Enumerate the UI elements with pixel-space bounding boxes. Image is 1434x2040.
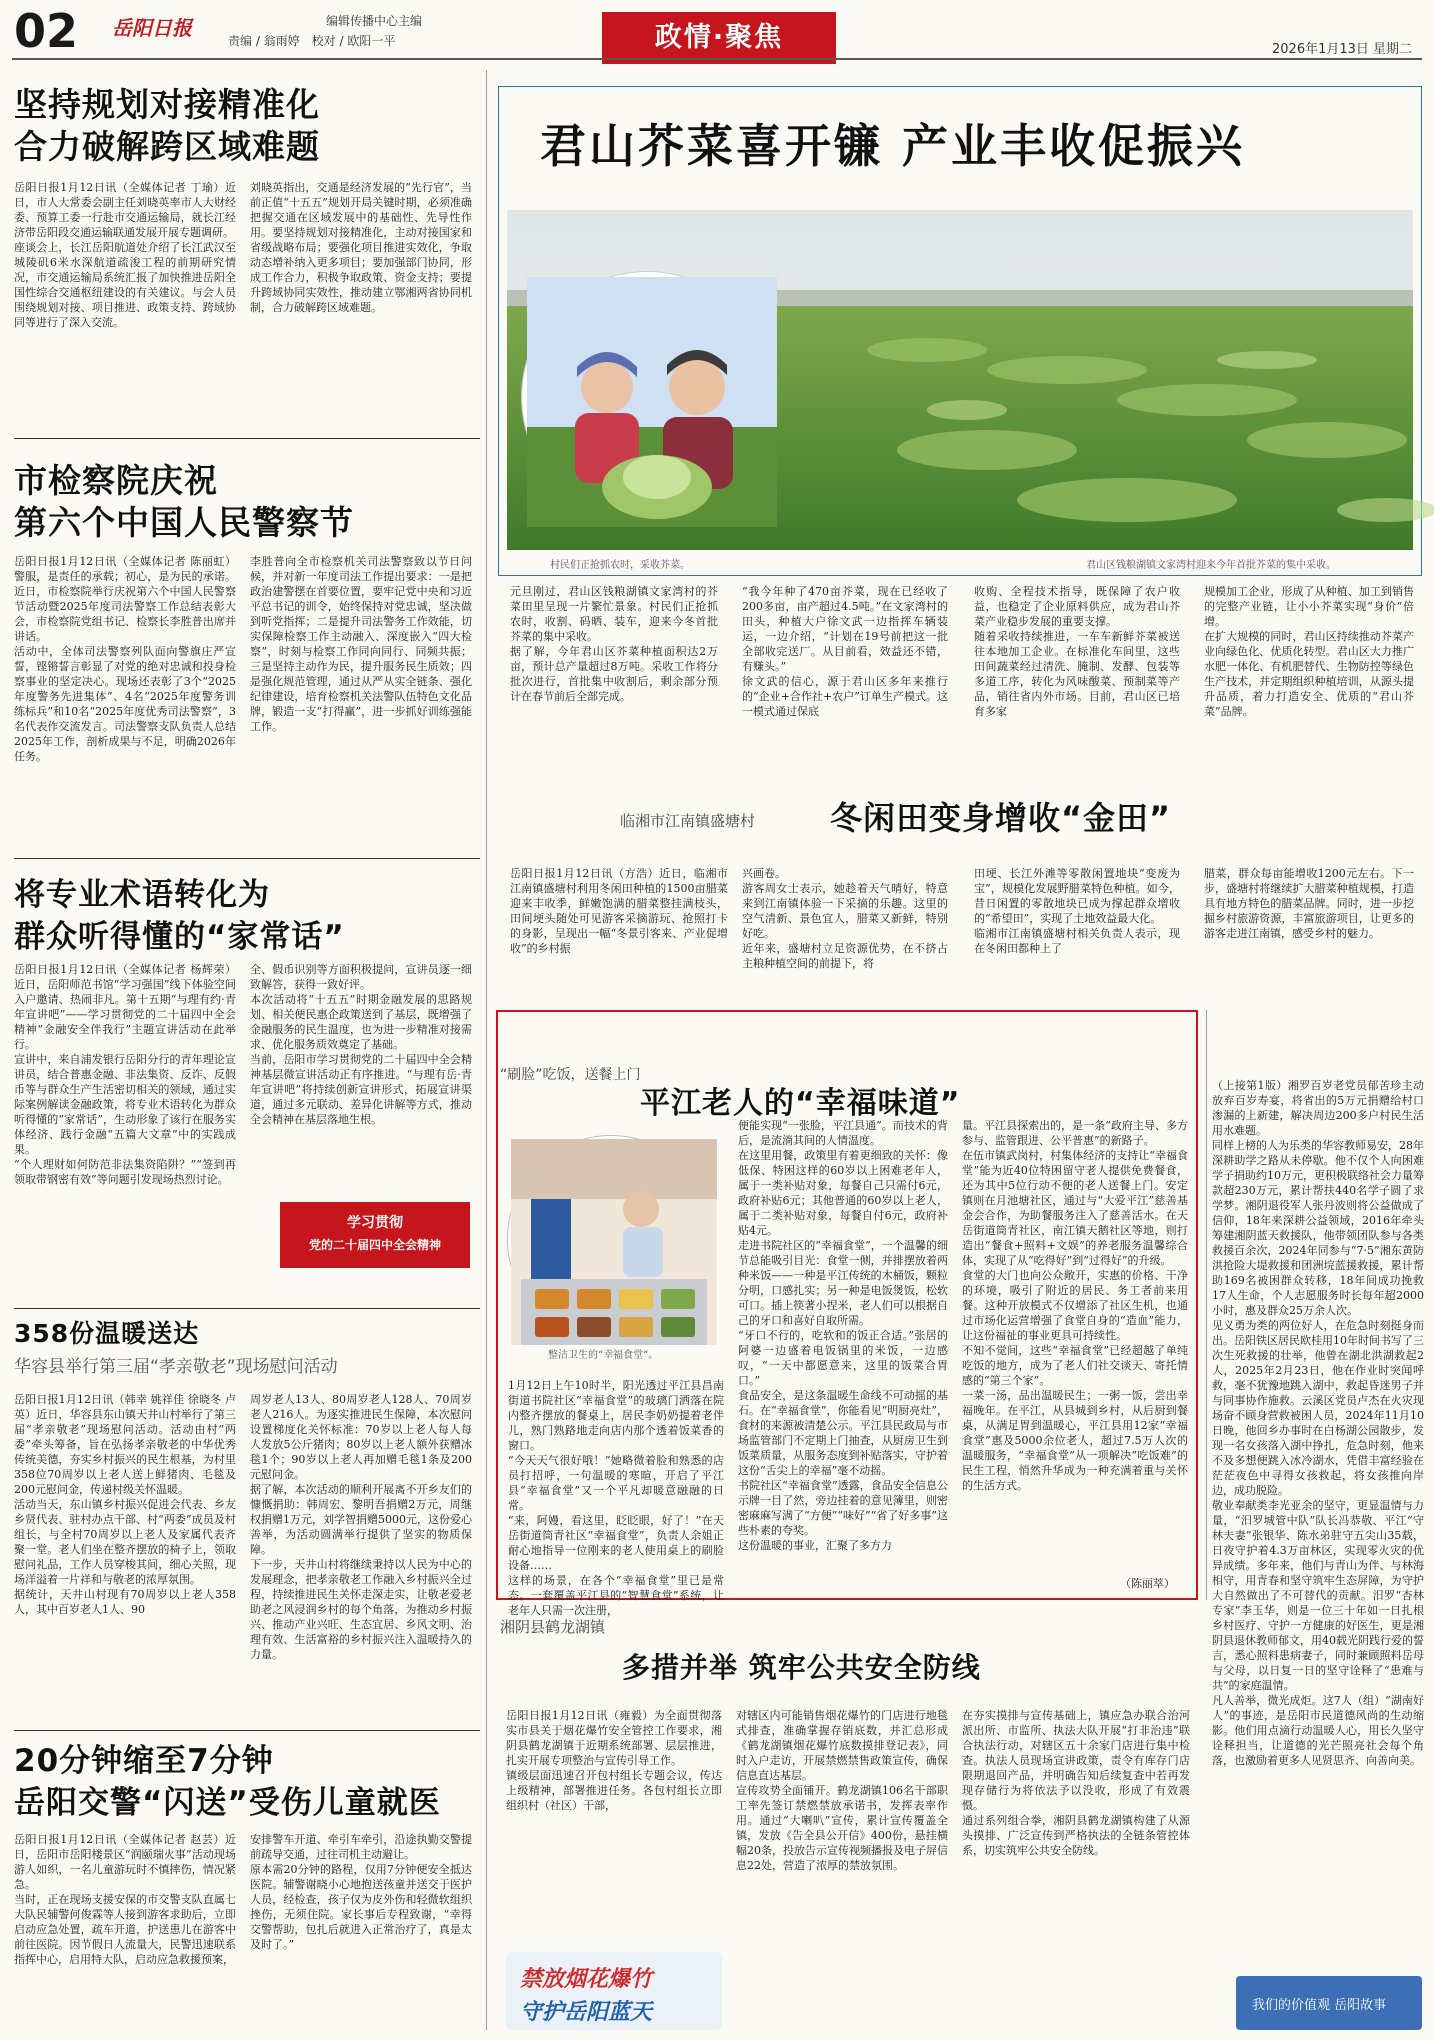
- feature-kicker: “刷脸”吃饭，送餐上门: [500, 1067, 641, 1083]
- farmers-illustration: [527, 277, 777, 527]
- headline-warmth: 358份温暖送达: [14, 1319, 200, 1348]
- lead-caption-right: 君山区钱粮湖镇文家湾村迎来今年首批芥菜的集中采收。: [1086, 560, 1336, 571]
- masthead-rule: [12, 58, 1422, 60]
- winter-body-col3: 田埂、长江外滩等零散闲置地块“变废为宝”，规模化发展野腊菜特色种植。如今，昔日闲置的零散地块已成为撑起群众增收的“希望田”，实现了土地效益最大化。 临湘市江南镇盛塘村相关负责人表示，现在冬闲田都种上了: [974, 867, 1180, 955]
- winter-body-col4: 腊菜，群众每亩能增收1200元左右。下一步，盛塘村将继续扩大腊菜种植规模，打造具有地方特色的腊菜品牌。同时，进一步挖掘乡村旅游资源，丰富旅游项目，让更多的游客走进江南镇，感受乡村的魅力。: [1204, 867, 1414, 940]
- subheadline-warmth: 华容县举行第三届“孝亲敬老”现场慰问活动: [14, 1357, 338, 1377]
- safety-kicker: 湘阴县鹤龙湖镇: [500, 1618, 606, 1636]
- winter-body-col1: 岳阳日报1月12日讯（方浩）近日，临湘市江南镇盛塘村利用冬闲田种植的1500亩腊菜迎来丰收季，鲜嫩饱满的腊菜整挂满枝头，田间埂头随处可见游客采摘游玩、抢照打卡的身影，呈现出一幅“冬景引客来、产业促增收”的乡村振: [510, 867, 728, 955]
- divider: [14, 1730, 480, 1731]
- issue-date: 2026年1月13日 星期二: [1272, 42, 1413, 57]
- headline-line: 市检察院庆祝: [14, 461, 218, 500]
- values-tag-text: 我们的价值观 岳阳故事: [1252, 1998, 1387, 2013]
- winter-headline: 冬闲田变身增收“金田”: [830, 799, 1172, 837]
- body-warmth-col1: 岳阳日报1月12日讯（韩幸 姚祥佳 徐晓冬 卢英）近日，华容县东山镇天井山村举行了第三届“孝亲敬老”现场慰问活动。活动由村“两委”牵头筹备，旨在弘扬孝亲敬老的中华优秀传统美德，夯实乡村振兴的民生根基，为村里358位70周岁以上老人送上鲜猪肉、毛毯及200元慰问金，传递村级关怀温暖。 活动当天，东山镇乡村振兴促进会代表、乡友乡贤代表、驻村办点干部、村“两委”成员及村组长，与全村70周岁以上老人及家属代表齐聚一堂。老人们坐在整齐摆放的椅子上，领取慰问礼品，工作人员穿梭其间，细心关照，现场洋溢着一片祥和与敬老的浓厚氛围。 据统计，天井山村现有70周岁以上老人358人，其中百岁老人1人、90: [14, 1393, 236, 1616]
- badge-line: 学习贯彻: [347, 1215, 403, 1231]
- body-injured-col1: 岳阳日报1月12日讯（全媒体记者 赵芸）近日，岳阳市岳阳楼景区“润颐瑞火事”活动现场游人如织，一名儿童游玩时不慎摔伤，情况紧急。 当时，正在现场支援安保的市交警支队直属七大队民辅警何俊霖等人接到游客求助后，立即启动应急处置，疏车开道，护送患儿在游客中前往医院。因节假日人流量大，民警迅速联系指挥中心，启用特大队，启动应急救援预案，: [14, 1833, 236, 1966]
- headline-injured: [14, 1740, 480, 1824]
- winter-kicker: 临湘市江南镇盛塘村: [620, 812, 756, 830]
- headline-line: 岳阳交警“闪送”受伤儿童就医: [14, 1785, 441, 1821]
- lead-caption-left: 村民们正抢抓农时，采收芥菜。: [550, 560, 690, 571]
- headline-line: 将专业术语转化为: [14, 877, 270, 913]
- fireworks-banner: [506, 1952, 722, 2030]
- feature-body-col1: 1月12日上午10时半，阳光透过平江县昌南街道书院社区“幸福食堂”的玻璃门洒落在院内整齐摆放的餐桌上，居民李奶奶提着老伴儿，熟门熟路地走向店内那个透着饭菜香的窗口。 “今天天气很好哦！”她略微着脸和熟悉的店员打招呼，一句温暖的寒暄，开启了平江县“幸福食堂”又一个平凡却暖意融融的日常。 “来，阿嫚，看这里，眨眨眼，好了！”在天岳街道筒青社区“幸福食堂”，负责人余姐正耐心地指导一位刚来的老人使用桌上的刷脸设备…… 这样的场景，在各个“幸福食堂”里已是常态。一套覆盖平江县的“智慧食堂”系统，让老年人只需一次注册，: [508, 1379, 724, 1617]
- safety-headline: 多措并举 筑牢公共安全防线: [622, 1651, 981, 1684]
- column-divider: [486, 70, 487, 2030]
- divider: [14, 858, 480, 859]
- lead-body-col4: 规模加工企业，形成了从种植、加工到销售的完整产业链，让小小芥菜实现“身价”倍增。 在扩大规模的同时，君山区持续推动芥菜产业向绿色化、优质化转型。君山区大力推广水肥一体化、有机肥替代、生物防控等绿色生产技术，并定期组织种植培训，从源头提升品质，着力打造安全、优质的“君山芥菜”品牌。: [1204, 585, 1414, 718]
- headline-line: 20分钟缩至7分钟: [14, 1743, 274, 1779]
- body-police-col1: 岳阳日报1月12日讯（全媒体记者 陈丽虹）警服，是责任的承载；初心，是为民的承诺。近日，市检察院举行庆祝第六个中国人民警察节活动暨2025年度司法警察工作总结表彰大会，市检察院党组书记、检察长李胜普出席并讲话。 活动中，全体司法警察列队面向警旗庄严宣誓，铿锵誓言彰显了对党的绝对忠诚和投身检察事业的坚定决心。现场还表彰了3个“2025年度警务先进集体”、4名“2025年度警务训练标兵”和10名“2025年度优秀司法警察”，3名代表作交流发言。司法警察支队负责人总结2025年工作，剖析成果与不足，明确2026年任务。: [14, 555, 236, 763]
- column-divider: [1206, 1010, 1207, 1600]
- body-warmth-col2: 周岁老人13人、80周岁老人128人、70周岁老人216人。为逐实推进民生保障，本次慰问设置梯度化关怀标准：70岁以上老人每人每人发放5公斤猪肉；80岁以上老人额外获赠冰毯1个；90岁以上老人再加赠毛毯1条及200元慰问金。 据了解，本次活动的顺利开展离不开乡友们的慷慨捐助：韩周宏、黎明吾捐赠2万元，周继权捐赠1万元，刘学智捐赠5000元，这份爱心善举，为活动圆满举行提供了坚实的物质保障。 下一步，天井山村将继续秉持以人民为中心的发展理念，把孝亲敬老工作融入乡村振兴全过程，持续推进民生关怀走深走实，让敬老爱老助老之风浸润乡村的每个角落，为推动乡村振兴、推动产业兴旺、生态宜居、乡风文明、治理有效、生活富裕的乡村振兴注入温暖持久的力量。: [250, 1393, 472, 1661]
- winter-body-col2: 兴画卷。 游客周女士表示，她趁着天气晴好，特意来到江南镇体验一下采摘的乐趣。这里的空气清新、景色宜人，腊菜又新鲜，特别好吃。 近年来，盛塘村立足资源优势，在不挤占主粮种植空间的前提下，将: [742, 867, 948, 970]
- headline-police: [14, 460, 480, 544]
- lead-headline: 君山芥菜喜开镰 产业丰收促振兴: [540, 119, 1246, 173]
- body-guidance-col2: 刘晓英指出，交通是经济发展的“先行官”，当前正值“十五五”规划开局关键时期，必须准确把握交通在区域发展中的基础性、先导性作用。要坚持规划对接精准化，主动对接国家和省级战略布局；要强化项目推进实效化，争取动态增补纳入更多项目；要加强部门协同，形成工作合力，积极争取政策、资金支持；要提升跨域协同实效性，推动建立鄂湘两省协同机制，合力破解跨区域难题。: [250, 181, 472, 314]
- divider: [14, 1308, 480, 1309]
- feature-photo: [508, 1136, 714, 1342]
- page-number: 02: [14, 4, 79, 58]
- lead-body-col2: 元旦刚过，君山区钱粮湖镇文家湾村的芥菜田里呈现一片繁忙景象。村民们正抢抓农时，收割、码晒、装车，迎来今冬首批芥菜的集中采收。 据了解，今年君山区芥菜种植面积达2万亩，预计总产量超过8万吨。采收工作将分批次进行，首批集中收割后，剩余部分预计在春节前后全部完成。: [510, 585, 718, 703]
- body-police-col2: 李胜普向全市检察机关司法警察致以节日问候，并对新一年度司法工作提出要求：一是把政治建警摆在首要位置，要牢记党中央和习近平总书记的训令，始终保持对党忠诚，坚决做到听党指挥；二是提升司法警务工作效能，切实保障检察工作主动融入、深度嵌入“四大检察”，时刻与检察工作同向同行、同频共振；三是坚持主动作为民，提升服务民生质效；四是强化规范管理，通过从严从实全链条、强化纪律建设，培育检察机关法警队伍特色文化品牌，锻造一支“打得赢”，进一步抓好训练强能工作。: [250, 555, 472, 733]
- study-badge: [280, 1202, 470, 1268]
- headline-line: 群众听得懂的“家常话”: [14, 919, 345, 955]
- headline-line: 第六个中国人民警察节: [14, 503, 354, 542]
- badge-line: 党的二十届四中全会精神: [308, 1238, 441, 1252]
- canteen-illustration: [511, 1139, 717, 1345]
- feature-body-col2: 便能实现“一张脸，平江县通”。而技术的背后，是流淌其间的人情温度。 在这里用餐，政策里有着更细致的关怀：像低保、特困这样的60岁以上困难老年人，属于一类补贴对象，每餐自己只需付6元，政府补贴6元；其他普通的60岁以上老人，属于二类补贴对象，每餐自付6元，政府补贴4元。 走进书院社区的“幸福食堂”，一个温馨的细节总能吸引目光：食堂一侧，并排摆放着两种米饭——一种是平江传统的木桶饭，颗粒分明，口感扎实；另一种是电饭煲饭，松软可口。插上筷著小捏米，老人们可以根据自己的牙口和喜好自取所需。 “牙口不行的，吃软和的饭正合适。”张居的阿婆一边盛着电饭锅里的米饭，一边感叹，“一天中都愿意来，这里的饭菜合胃口。” 食品安全，是这条温暖生命线不可动摇的基石。在“幸福食堂”，你能看见“明厨亮灶”，食材的来源被清楚公示。平江县民政局与市场监管部门不定期上门抽查，从厨房卫生到饭菜质量，从服务态度到补贴落实，守护着这份“舌尖上的幸福”毫不动摇。 书院社区“幸福食堂”透露，食品安全信息公示牌一目了然，旁边挂着的意见簿里，则密密麻麻写满了“方便”“味好”“省了好多事”这些朴素的夸奖。 这份温暖的事业，汇聚了多方力: [738, 1119, 948, 1552]
- headline-guidance: [14, 84, 480, 168]
- body-terms-col1: 岳阳日报1月12日讯（全媒体记者 杨辉荣）近日，岳阳师范书馆“学习强国”线下体验空间入户邀请、热闹非凡。第十五期“与理有约·青年宣讲吧”——学习贯彻党的二十届四中全会精神“金融安全伴我行”主题宣讲活动在此举行。 宣讲中，来自浦发银行岳阳分行的青年理论宣讲员，结合普惠金融、非法集资、反诈、反假币等与群众生产生活密切相关的领域，通过实际案例解读金融政策，将专业术语转化为群众听得懂的“家常话”，生动形象了该行在服务实体经济、践行金融“五篇大文章”中的实践成果。 “个人理财如何防范非法集资陷阱？”“签到再领取带钢密有效”等问题引发现场热烈讨论。: [14, 963, 236, 1186]
- banner-line: 禁放烟花爆竹: [520, 1967, 653, 1992]
- safety-body-col2: 对辖区内可能销售烟花爆竹的门店进行地毯式排查，准确掌握存销底数，并汇总形成《鹤龙湖镇烟花爆竹底数摸排登记表》，同时入户走访，开展禁燃禁售政策宣传，确保信息直达基层。 宣传攻势全面铺开。鹤龙湖镇106名干部职工率先签订禁燃禁放承诺书，发挥表率作用。通过“大喇叭”宣传，累计宣传覆盖全镇，发放《告全县公开信》400份，悬挂横幅20条，投放告示宣传视频播报及电子屏信息22处，营造了浓厚的禁放氛围。: [736, 1709, 948, 1872]
- feature-headline: 平江老人的“幸福味道”: [640, 1086, 961, 1121]
- body-guidance-col1: 岳阳日报1月12日讯（全媒体记者 丁瑜）近日，市人大常委会副主任刘晓英率市人大财经委、预算工委一行赴市交通运输局，就长江经济带岳阳段交通运输联通发展开展专题调研。 座谈会上，长江岳阳航道处介绍了长江武汉至城陵矶6米水深航道疏浚工程的前期研究情况，市交通运输局系统汇报了加快推进岳阳全国性综合交通枢纽建设的有关建议。与会人员围绕规划对接、项目推进、政策支持、跨域协同等进行了深入交流。: [14, 181, 236, 329]
- section-title: 政情·聚焦: [602, 12, 836, 64]
- lead-body-col1: “我今年种了470亩芥菜，现在已经收了200多亩，亩产超过4.5吨。”在文家湾村的田头，种植大户徐文武一边指挥车辆装运，一边介绍，“计划在19号前把这一批全部收完送厂。从目前看，效益还不错，有赚头。” 徐文武的信心，源于君山区多年来推行的“企业+合作社+农户”订单生产模式。这一模式通过保底: [742, 585, 948, 718]
- safety-body-col3: 在夯实摸排与宣传基础上，镇应急办联合治河派出所、市监所、执法大队开展“打非治违”联合执法行动，对辖区五十余家门店进行集中检查。执法人员现场宣讲政策，责令有库存门店限期退回产品，并明确告知后续复查中若再发现存储行为将依法予以没收，形成了有效震慑。 通过系列组合拳，湘阴县鹤龙湖镇构建了从源头摸排、广泛宣传到严格执法的全链条管控体系，切实筑牢公共安全防线。: [962, 1709, 1190, 1857]
- editors-line: 责编 / 翁雨婷 校对 / 欧阳一平: [228, 34, 396, 48]
- paper-logo: 岳阳日报: [112, 16, 192, 40]
- banner-line: 守护岳阳蓝天: [520, 2000, 653, 2025]
- values-tag: [1236, 1976, 1422, 2030]
- feature-caption: 整洁卫生的“幸福食堂”。: [548, 1350, 659, 1361]
- lead-body-col3: 收购、全程技术指导，既保障了农户收益，也稳定了企业原料供应，成为君山芥菜产业稳步发展的重要支撑。 随着采收持续推进，一车车新鲜芥菜被送往本地加工企业。在标准化车间里，这些田间蔬菜经过清洗、腌制、发酵、包装等多道工序，转化为风味酸菜、预制菜等产品，销往省内外市场。目前，君山区已培育多家: [974, 585, 1180, 718]
- feature-body-col3: 量。平江县探索出的，是一条“政府主导、多方参与、监管跟进、公平普惠”的新路子。 在伍市镇武岗村，村集体经济的支持让“幸福食堂”能为近40位特困留守老人提供免费餐食，还为其中5位行动不便的老人送餐上门。安定镇则在月池塘社区，通过与“大爱平江”慈善基金会合作，为助餐服务注入了慈善活水。在天岳街道筒青社区，南江镇天鹅社区等地，则打造出“餐食+照料+文娱”的养老服务温馨综合体，实现了从“吃得好”到“过得好”的升级。 食堂的大门也向公众敞开，实惠的价格、干净的环境，吸引了附近的居民、务工者前来用餐。这种开放模式不仅增添了社区生机，也通过市场化运营增强了食堂自身的“造血”能力，让这份福祉的事业更具可持续性。 不知不觉间，这些“幸福食堂”已经超越了单纯吃饭的地方，成为了老人们社交谈天、寄托情感的“第三个家”。 一菜一汤，品出温暖民生；一粥一饭，尝出幸福晚年。在平江，从县城到乡村，从后厨到餐桌，从满足胃到温暖心，平江县用12家“幸福食堂”惠及5000余位老人，超过7.5万人次的温暖服务，“幸福食堂”从一项解决“吃饭难”的民生工程，悄然升华成为一种充满着重与关怀的生活方式。: [962, 1119, 1188, 1492]
- headline-terms: [14, 874, 480, 958]
- body-terms-col2: 全、假币识别等方面积极提问，宣讲员逐一细致解答，获得一致好评。 本次活动将“十五五”时期金融发展的思路规划、相关便民惠企政策送到了基层，既增强了金融服务的民生温度，也为进一步精准对接需求、优化服务质效奠定了基础。 当前，岳阳市学习贯彻党的二十届四中全会精神基层微宣讲活动正有序推进。“与理有岳·青年宣讲吧”将持续创新宣讲形式，拓展宣讲渠道，通过多元联动、差异化讲解等方式，推动全会精神在基层落地生根。: [250, 963, 472, 1126]
- editor-center: 编辑传播中心主编: [326, 14, 423, 28]
- feature-byline: （陈丽萃）: [1120, 1577, 1175, 1590]
- headline-line: 坚持规划对接精准化: [14, 85, 320, 124]
- body-injured-col2: 安排警车开道、牵引车牵引，沿途执勤交警提前疏导交通，过往司机主动避让。 原本需20分钟的路程，仅用7分钟便安全抵达医院。辅警谢晓小心地抱送孩童并送交于医护人员，经检查，孩子仅为皮外伤和轻微软组织挫伤，无须住院。家长事后专程致谢，“幸得交警帮助，包扎后就进入正常治疗了，真是太及时了。”: [250, 1833, 472, 1951]
- divider: [14, 438, 480, 439]
- safety-body-col1: 岳阳日报1月12日讯（雍毅）为全面贯彻落实市县关于烟花爆竹安全管控工作要求，湘阴县鹤龙湖镇于近期系统部署、层层推进，扎实开展专项整治与宣传引导工作。 镇级层面迅速召开包村组长专题会议，传达上级精神，部署推进任务。各包村组长立即组织村（社区）干部，: [506, 1709, 722, 1812]
- right-body: （上接第1版）湘罗百岁老党员郁苦珍主动放弃百岁寿宴，将省出的5万元捐赠给村口渗漏的上新建，解决周边200多户村民生活用水难题。 同样上榜的人为乐类的华容教师易安，28年深耕助学之路从未停歇。他不仅个人向困难学子捐助约10万元，更积极联络社会力量筹款超230万元，累计帮扶440名学子圆了求学梦。湘阴退役军人张丹波则将公益做成了信仰，18年来深耕公益领域，2016年牵头筹建湘阴蓝天救援队，他带领团队参与各类救援百余次，2024年同参与“7·5”湘东黄防洪抢险大堤救援和团洲垸蓝援救援，累计帮助169名被困群众转移，18年间成功挽救17人生命，个人志愿服务时长每年超2000小时，惠及群众25万余人次。 见义勇为类的两位好人，在危急时刻挺身而出。岳阳铁区居民欧桂用10年时间书写了三次生死救援的壮举，他曾在湖北洪湖救起2人，2025年2月23日，他在作业时突闻呼救，毫不犹豫地跳入湖中，救起昏迷男子并与同事协作施救。云溪区党员卢杰在火灾现场奋不顾身营救被困人员，2024年11月10日晚，他回乡办事时在白杨湖公园散步，发现一名女孩落入湖中挣扎，危急时刻，他来不及多想便跳入冰冷湖水，凭借丰富经验在茫茫夜色中寻得女孩救起，将女孩推向岸边，成功脱险。 敬业奉献类李光亚余的坚守，更显温情与力量，“汨罗城管中队”队长冯恭敬、平江“守林夫妻”张银华、陈水弟驻守五尖山35载，日夜守护着4.3万亩林区，实现零火灾的优异成绩。多年来，他们与青山为伴、与林海相守，用青春和坚守筑牢生态屏障，为守护大自然做出了不可替代的贡献。汨罗“杏林专家”李玉华，则是一位三十年如一日扎根乡村医疗、守护一方健康的好医生，更是湘阴县退休教师郁文，用40载光阴践行爱的誓言，悉心照料患病妻子，同时兼顾照料岳母与父母，以日复一日的坚守诠释了“患难与共”的家庭温情。 凡人善举，微光成炬。这7人（组）“湖南好人”的事迹，是岳阳市民道德风尚的生动缩影。他们用点滴行动温暖人心，用长久坚守诠释担当，让道德的光芒照亮社会每个角落，也激励着更多人见贤思齐、向善向美。: [1212, 1079, 1424, 1767]
- headline-line: 合力破解跨区域难题: [14, 127, 320, 166]
- lead-photo-farmers: [522, 272, 772, 522]
